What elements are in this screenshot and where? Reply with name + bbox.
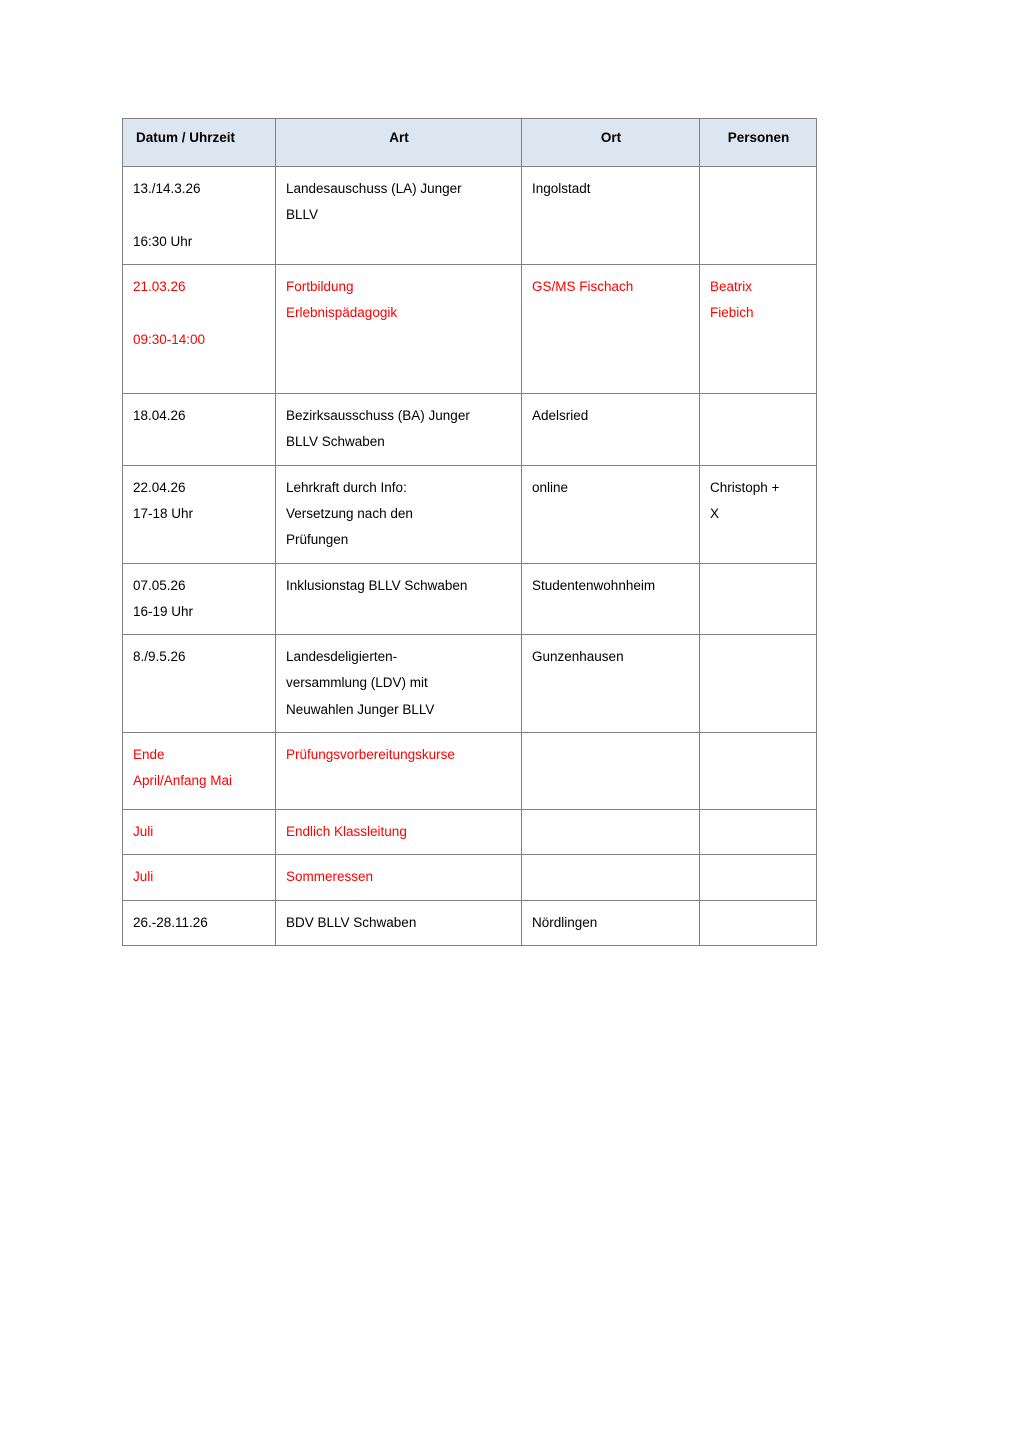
table-row: [123, 810, 817, 855]
table-row: [123, 855, 817, 900]
cell-text-line: Prüfungsvorbereitungskurse: [286, 747, 455, 763]
cell-text-line: Neuwahlen Junger BLLV: [286, 701, 435, 717]
cell-text-line: Juli: [133, 869, 154, 885]
column-header-art: Art: [276, 119, 522, 167]
table-cell-datum: [123, 635, 276, 733]
table-cell-ort: [522, 635, 700, 733]
table-cell-art: [276, 733, 522, 810]
table-row: [123, 264, 817, 393]
cell-text-line: 8./9.5.26: [133, 649, 186, 665]
schedule-table-container: [122, 118, 816, 946]
cell-text-line: Ingolstadt: [532, 181, 591, 196]
table-row: [123, 393, 817, 465]
table-cell-art: [276, 855, 522, 900]
column-header-datum: Datum / Uhrzeit: [123, 119, 276, 167]
table-cell-art: [276, 563, 522, 635]
table-cell-ort: [522, 465, 700, 563]
column-header-ort: Ort: [522, 119, 700, 167]
table-cell-art: [276, 167, 522, 265]
table-cell-datum: [123, 167, 276, 265]
cell-text-line: [133, 202, 266, 228]
cell-text-line: X: [710, 505, 720, 521]
cell-text-line: BLLV: [286, 207, 319, 223]
cell-text-line: 16:30 Uhr: [133, 233, 193, 249]
cell-text-line: Landesauschuss (LA) Junger: [286, 181, 462, 196]
cell-text-line: versammlung (LDV) mit: [286, 675, 428, 691]
table-cell-personen: [700, 733, 817, 810]
cell-text-line: Beatrix: [710, 278, 753, 294]
cell-text-line: Christoph +: [710, 479, 780, 495]
cell-text-line: Endlich Klassleitung: [286, 824, 407, 840]
cell-text-line: Fiebich: [710, 305, 754, 321]
cell-text-line: 22.04.26: [133, 479, 186, 495]
cell-text-line: Fortbildung: [286, 278, 354, 294]
table-cell-datum: [123, 563, 276, 635]
table-cell-ort: [522, 810, 700, 855]
table-cell-ort: [522, 900, 700, 945]
table-cell-personen: [700, 635, 817, 733]
cell-text-line: Versetzung nach den: [286, 505, 413, 521]
table-cell-personen: [700, 167, 817, 265]
table-row: [123, 733, 817, 810]
cell-text-line: Juli: [133, 824, 154, 840]
table-cell-datum: [123, 900, 276, 945]
table-cell-art: [276, 264, 522, 393]
table-cell-ort: [522, 393, 700, 465]
cell-text-line: 17-18 Uhr: [133, 505, 194, 521]
table-row: [123, 563, 817, 635]
table-row: [123, 465, 817, 563]
cell-text-line: Adelsried: [532, 407, 589, 423]
cell-text-line: Lehrkraft durch Info:: [286, 479, 407, 495]
cell-text-line: Studentenwohnheim: [532, 577, 656, 593]
table-header: [123, 119, 817, 167]
cell-text-line: 21.03.26: [133, 278, 186, 294]
cell-text-line: 26.-28.11.26: [133, 914, 208, 930]
table-cell-art: [276, 635, 522, 733]
cell-text-line: Sommeressen: [286, 869, 374, 885]
column-header-personen: Personen: [700, 119, 817, 167]
table-cell-personen: [700, 393, 817, 465]
table-cell-datum: [123, 733, 276, 810]
cell-text-line: Nördlingen: [532, 914, 598, 930]
table-cell-art: [276, 465, 522, 563]
cell-text-line: Landesdeligierten-: [286, 649, 398, 665]
table-cell-datum: [123, 855, 276, 900]
cell-text-line: Bezirksausschuss (BA) Junger: [286, 407, 470, 423]
table-header-row: [123, 119, 817, 167]
table-cell-art: [276, 810, 522, 855]
schedule-table: [122, 118, 817, 946]
table-cell-datum: [123, 264, 276, 393]
table-body: [123, 167, 817, 946]
table-cell-ort: [522, 855, 700, 900]
cell-text-line: GS/MS Fischach: [532, 278, 634, 294]
cell-text-line: Inklusionstag BLLV Schwaben: [286, 577, 468, 593]
table-cell-ort: [522, 563, 700, 635]
table-cell-ort: [522, 167, 700, 265]
table-cell-art: [276, 900, 522, 945]
cell-text-line: 18.04.26: [133, 407, 186, 423]
cell-text-line: Prüfungen: [286, 532, 349, 548]
table-cell-ort: [522, 264, 700, 393]
table-cell-datum: [123, 465, 276, 563]
table-cell-personen: [700, 465, 817, 563]
table-cell-datum: [123, 810, 276, 855]
table-cell-personen: [700, 264, 817, 393]
table-cell-datum: [123, 393, 276, 465]
table-cell-ort: [522, 733, 700, 810]
cell-text-line: Ende: [133, 747, 165, 763]
cell-text-line: [133, 300, 266, 326]
table-row: [123, 900, 817, 945]
table-row: [123, 167, 817, 265]
cell-text-line: 07.05.26: [133, 577, 186, 593]
cell-text-line: April/Anfang Mai: [133, 773, 233, 789]
table-cell-personen: [700, 855, 817, 900]
cell-text-line: online: [532, 479, 569, 495]
table-cell-personen: [700, 563, 817, 635]
cell-text-line: 13./14.3.26: [133, 181, 201, 196]
table-row: [123, 635, 817, 733]
cell-text-line: BDV BLLV Schwaben: [286, 914, 417, 930]
cell-text-line: 16-19 Uhr: [133, 603, 194, 619]
table-cell-personen: [700, 900, 817, 945]
cell-text-line: Gunzenhausen: [532, 649, 624, 665]
table-cell-personen: [700, 810, 817, 855]
cell-text-line: BLLV Schwaben: [286, 434, 385, 450]
table-cell-art: [276, 393, 522, 465]
cell-text-line: Erlebnispädagogik: [286, 305, 398, 321]
cell-text-line: 09:30-14:00: [133, 331, 206, 347]
